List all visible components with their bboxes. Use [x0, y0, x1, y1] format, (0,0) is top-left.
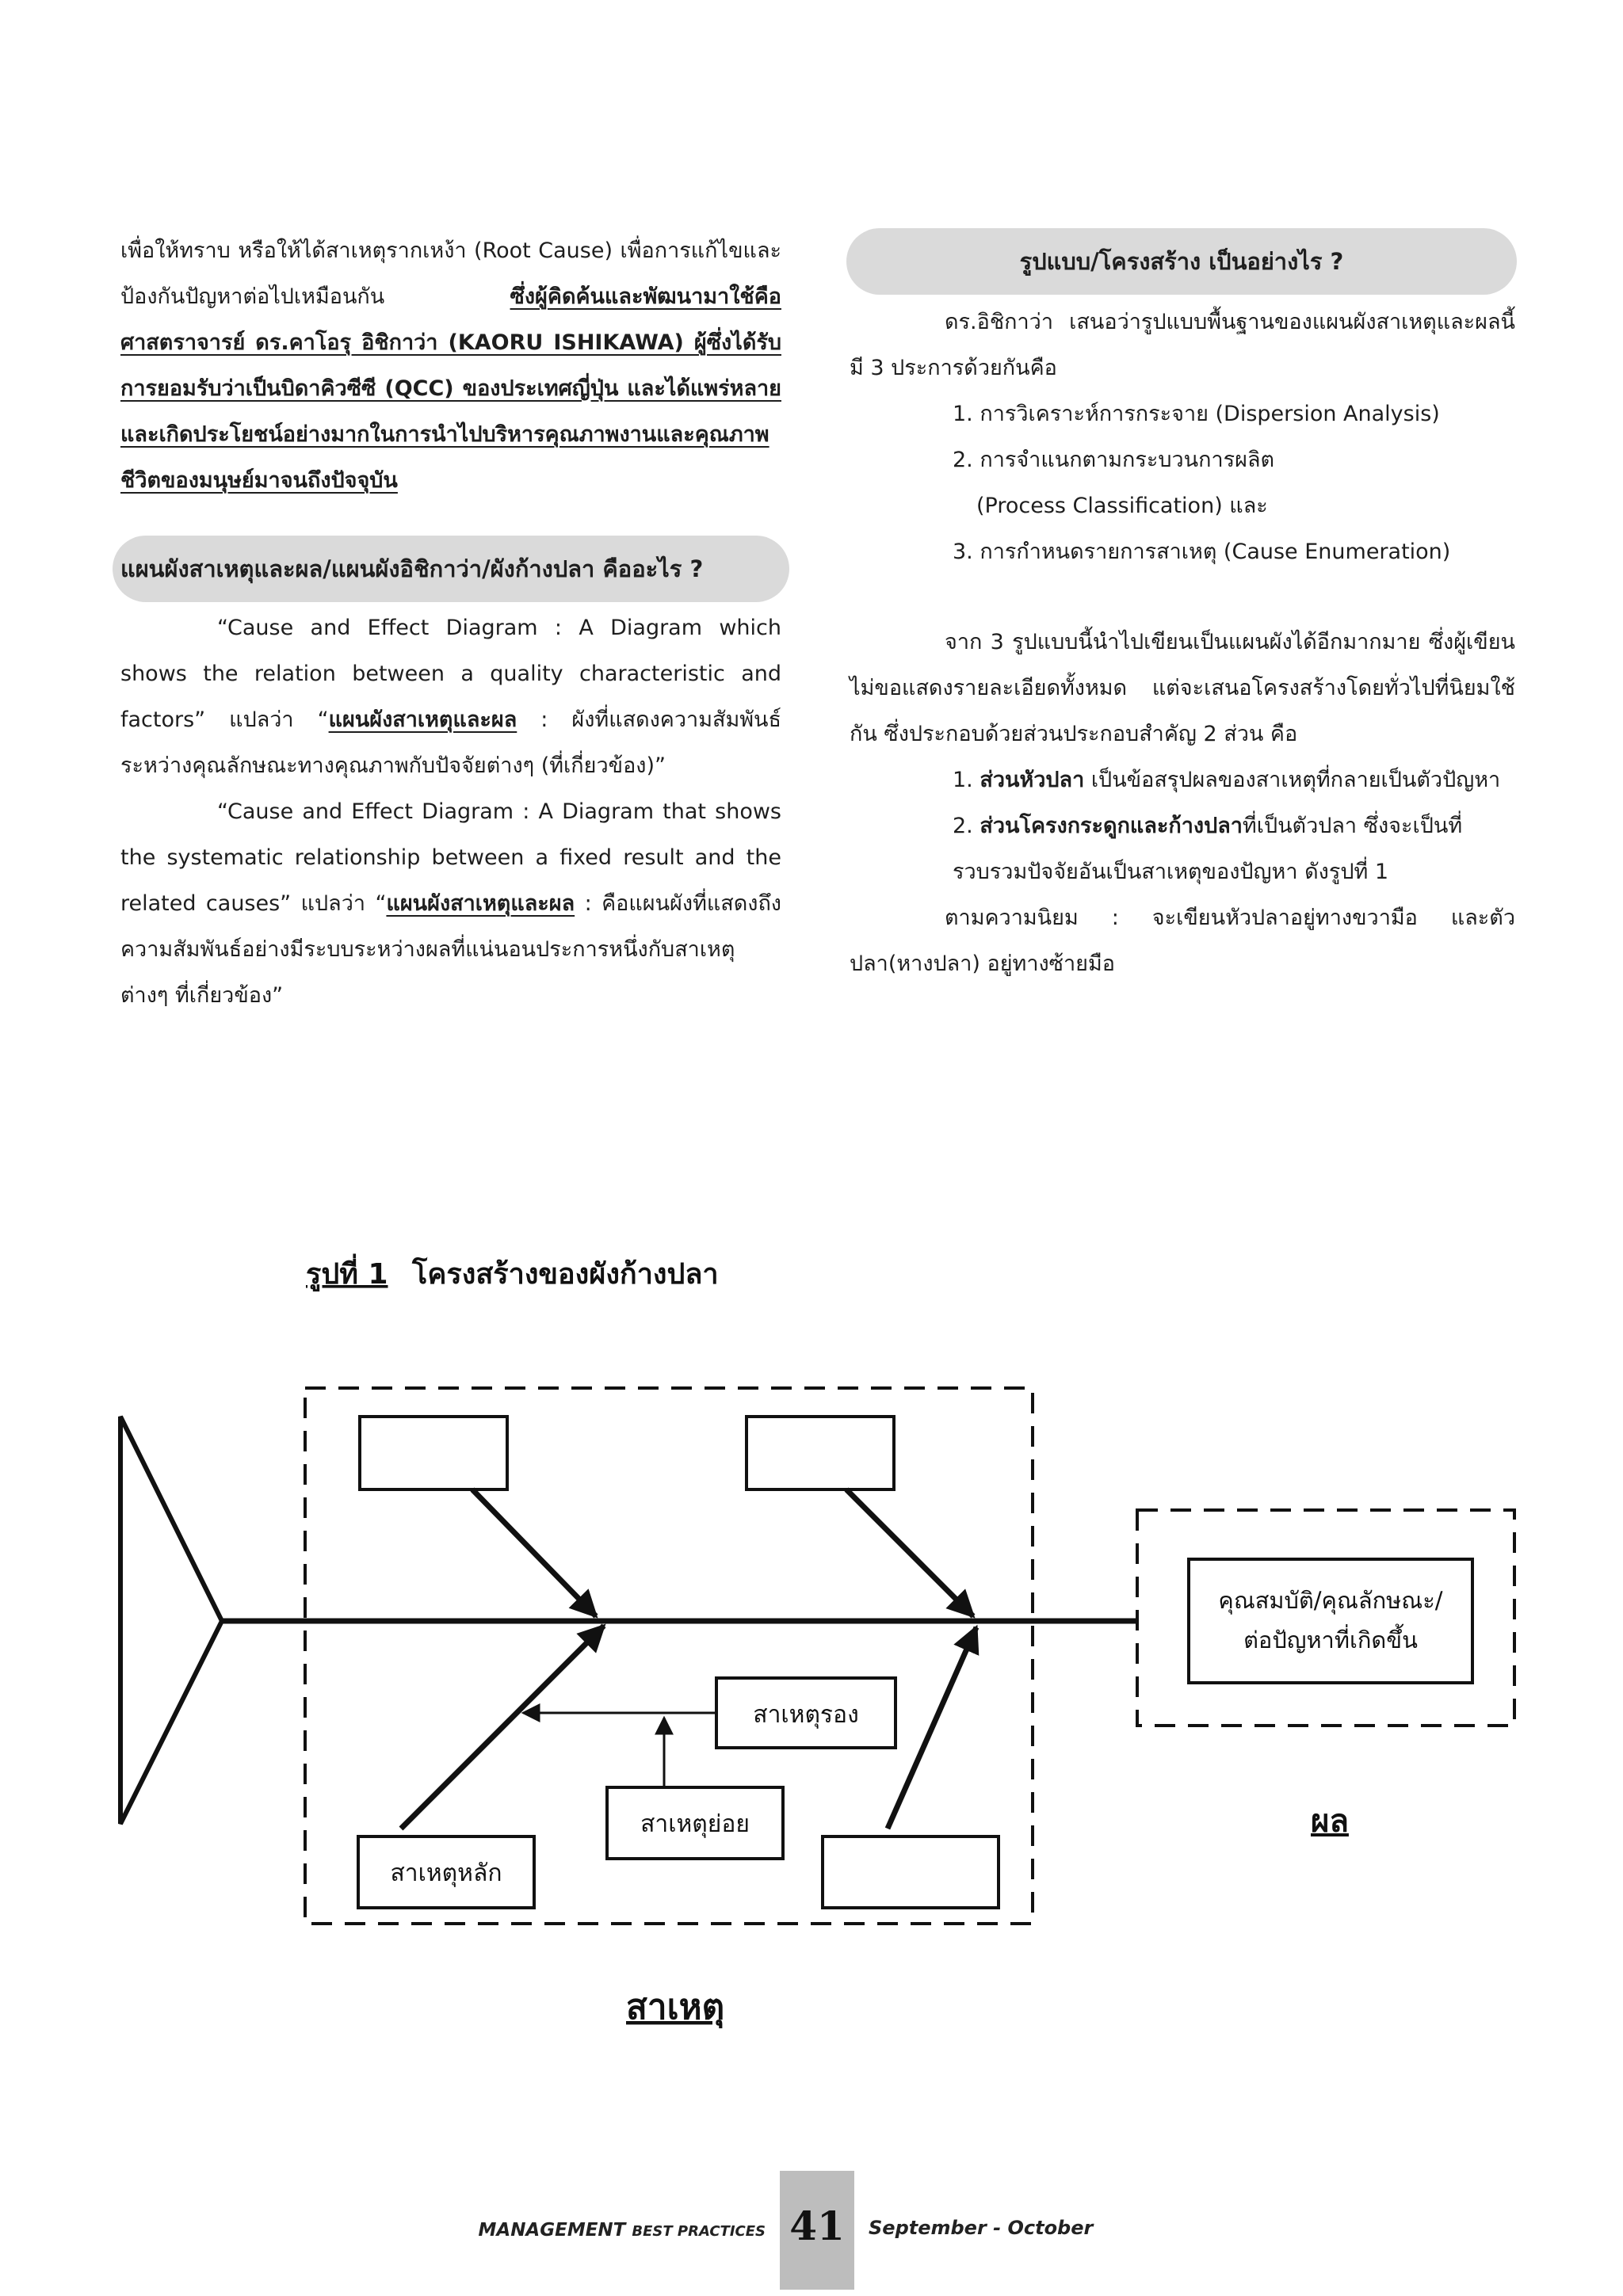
cause-box-top-right — [747, 1417, 894, 1489]
main-cause-label: สาเหตุหลัก — [390, 1859, 502, 1887]
figure-caption-text: โครงสร้างของผังก้างปลา — [412, 1258, 719, 1291]
definition-1 — [120, 605, 781, 789]
list-item-3: 3. การกำหนดรายการสาเหตุ (Cause Enumeration) — [953, 540, 1451, 564]
cause-box-bottom-right — [823, 1836, 999, 1908]
part-1-rest: เป็นข้อสรุปผลของสาเหตุที่กลายเป็นตัวปัญหา — [1084, 768, 1501, 792]
list-item-2: 2. การจำแนกตามกระบวนการผลิต — [953, 448, 1275, 472]
fish-tail — [120, 1417, 222, 1824]
definition-1-term: แผนผังสาเหตุและผล — [328, 707, 517, 732]
definition-2 — [120, 789, 781, 1019]
right-paragraph-1: ดร.อิชิกาว่า เสนอว่ารูปแบบพื้นฐานของแผนผังสาเหตุและผลนี้มี 3 ประการด้วยกันคือ — [850, 310, 1515, 380]
bone-top-left — [472, 1489, 596, 1616]
figure-caption-label: รูปที่ 1 — [306, 1258, 388, 1291]
part-2-rest: ที่เป็นตัวปลา ซึ่งจะเป็นที่รวบรวมปัจจัยอันเป็นสาเหตุของปัญหา ดังรูปที่ 1 — [953, 814, 1463, 884]
list-item-2-continued: (Process Classification) และ — [976, 494, 1268, 518]
definition-1-rest: : ผังที่แสดงความสัมพันธ์ระหว่างคุณลักษณะทางคุณภาพกับปัจจัยต่างๆ (ที่เกี่ยวข้อง)” — [120, 707, 781, 778]
part-2-term: ส่วนโครงกระดูกและก้างปลา — [980, 814, 1243, 838]
secondary-cause-label: สาเหตุรอง — [753, 1701, 859, 1729]
magazine-name — [479, 2220, 766, 2241]
definition-2-rest: : คือแผนผังที่แสดงถึงความสัมพันธ์อย่างมีระบบระหว่างผลที่แน่นอนประการหนึ่งกับสาเหตุต่างๆ ที่เกี่ยวข้อง” — [120, 891, 781, 1008]
part-2 — [850, 803, 1515, 895]
bone-main-cause — [401, 1626, 604, 1829]
intro-plain: เพื่อให้ทราบ หรือให้ได้สาเหตุรากเหง้า (Root Cause) เพื่อการแก้ไขและป้องกันปัญหาต่อไปเหมือนกัน — [120, 238, 781, 309]
left-column — [120, 228, 781, 1019]
fishbone-diagram — [0, 1236, 1623, 2068]
list-item-1: 1. การวิเคราะห์การกระจาย (Dispersion Analysis) — [953, 402, 1440, 426]
definition-2-term: แผนผังสาเหตุและผล — [386, 891, 575, 916]
intro-paragraph — [120, 228, 781, 504]
effect-section-label: ผล — [1311, 1803, 1349, 1840]
sub-cause-label: สาเหตุย่อย — [640, 1810, 750, 1838]
bone-bottom-right — [888, 1627, 976, 1829]
effect-box — [1189, 1559, 1472, 1683]
part-1 — [850, 757, 1515, 803]
right-paragraph-2: จาก 3 รูปแบบนี้นำไปเขียนเป็นแผนผังได้อีกมากมาย ซึ่งผู้เขียนไม่ขอแสดงรายละเอียดทั้งหมด แต่จะเสนอโครงสร้างโดยทั่วไปที่นิยมใช้กัน ซึ่งประกอบด้วยส่วนประกอบสำคัญ 2 ส่วน คือ — [850, 630, 1515, 746]
bone-top-right — [846, 1489, 973, 1616]
magazine-name-sub: BEST PRACTICES — [632, 2223, 766, 2240]
intro-emphasis: ซึ่งผู้คิดค้นและพัฒนามาใช้คือ ศาสตราจารย์ ดร.คาโอรุ อิชิกาว่า (KAORU ISHIKAWA) ผู้ซึ่งได้รับการยอมรับว่าเป็นบิดาคิวซีซี (QCC) ของประเทศญี่ปุ่น และได้แพร่หลายและเกิดประโยชน์อย่างมากในการนำไปบริหารคุณภาพงานและคุณภาพชีวิตของมนุษย์มาจนถึงปัจจุบัน — [120, 284, 781, 493]
part-1-term: ส่วนหัวปลา — [980, 768, 1085, 792]
cause-section-label: สาเหตุ — [626, 1987, 725, 2027]
part-2-number: 2. — [953, 814, 980, 838]
effect-line-2: ต่อปัญหาที่เกิดขึ้น — [1243, 1627, 1418, 1653]
definition-1-quote: “Cause and Effect Diagram : A Diagram which shows the relation between a quality characteristic and factors” แปลว่า “ — [120, 616, 781, 732]
issue-label: September - October — [869, 2217, 1094, 2239]
section-heading-left: แผนผังสาเหตุและผล/แผนผังอิชิกาว่า/ผังก้างปลา คืออะไร ? — [113, 536, 789, 602]
right-column — [850, 228, 1515, 987]
definition-2-quote: “Cause and Effect Diagram : A Diagram that shows the systematic relationship between a fixed result and the related causes” แปลว่า “ — [120, 799, 781, 916]
section-heading-right: รูปแบบ/โครงสร้าง เป็นอย่างไร ? — [846, 228, 1517, 295]
page-number: 41 — [780, 2171, 854, 2290]
right-paragraph-3: ตามความนิยม : จะเขียนหัวปลาอยู่ทางขวามือ และตัวปลา(หางปลา) อยู่ทางซ้ายมือ — [850, 906, 1515, 976]
effect-line-1: คุณสมบัติ/คุณลักษณะ/ — [1218, 1587, 1443, 1614]
cause-box-top-left — [360, 1417, 507, 1489]
page-footer — [0, 2171, 1623, 2290]
part-1-number: 1. — [953, 768, 980, 792]
magazine-name-main: MANAGEMENT — [478, 2220, 626, 2241]
